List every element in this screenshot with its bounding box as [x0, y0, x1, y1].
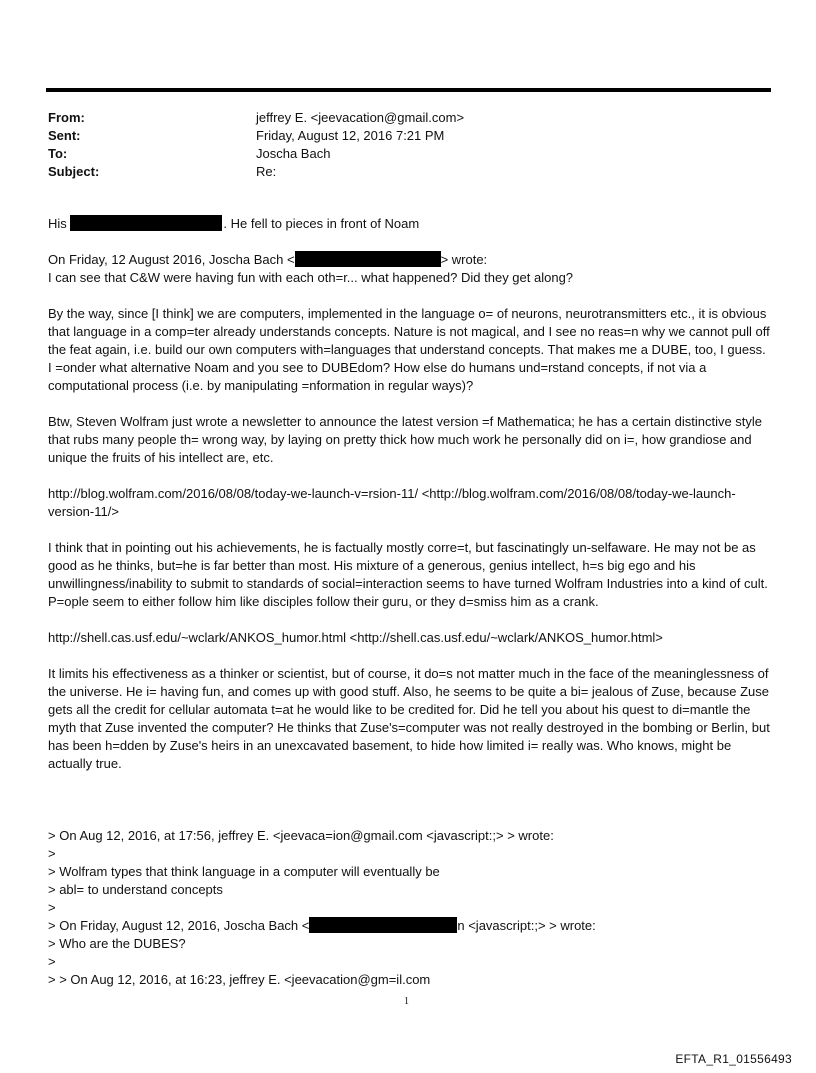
quoted-line: >	[48, 954, 56, 969]
reply-text-start: His	[48, 216, 67, 231]
quoted-line: > On Aug 12, 2016, at 17:56, jeffrey E. <jeevaca=ion@gmail.com <javascript:;> > wrote:	[48, 828, 554, 843]
quoted-line	[48, 917, 596, 935]
from-value: jeffrey E. <jeevacation@gmail.com>	[256, 110, 465, 125]
paragraph-zuse: It limits his effectiveness as a thinker or scientist, but of course, it do=s not matter much in the face of the meaninglessness of the universe. He i= having fun, and comes up with good stuff. Also, he seems to be quite a bi= jealous of Zuse, because Zuse gets all the credit for cellular automata t=at he would like to be credited for. Did he tell you about his quest to di=mantle the myth that Zuse invented the computer? He thinks that Zuse's=computer was not really destroyed in the bombing or Berlin, but has been h=dden by Zuse's heirs in an unexcavated basement, to hide how limited i= really was. Who knows, might be actually true.	[48, 666, 770, 771]
header-rule	[46, 88, 771, 92]
page-number: 1	[404, 996, 409, 1007]
paragraph-computers: By the way, since [I think] we are computers, implemented in the language o= of neurons, neurotransmitters etc., it is obvious that language in a comp=ter already understands concepts. Nature is not magical, and I see no reas=n why we cannot pull off the feat again, i.e. build our own computers with=languages that understand concepts. That makes me a DUBE, too, I guess. I =onder what alternative Noam and you see to DUBEdom? How else do humans und=rstand concepts, if not via a computational process (i.e. by manipulating =nformation in regular ways)?	[48, 306, 770, 393]
link-wolfram-blog: http://blog.wolfram.com/2016/08/08/today-we-launch-v=rsion-11/ <http://blog.wolfram.com/2016/08/08/today-we-launch-version-11/>	[48, 486, 736, 519]
redaction-box	[70, 215, 222, 231]
quoted-line: >	[48, 846, 56, 861]
subject-label: Subject:	[48, 164, 100, 179]
to-value: Joscha Bach	[256, 146, 331, 161]
redaction-box	[295, 251, 441, 267]
quoted-text-end: n <javascript:;> > wrote:	[457, 918, 596, 933]
quoted-question: I can see that C&W were having fun with each oth=r... what happened? Did they get along?	[48, 270, 574, 285]
paragraph-achievements: I think that in pointing out his achievements, he is factually mostly corre=t, but fascinatingly un-selfaware. He may not be as good as he thinks, but=he is far better than most. His mixture of a generous, genius intellect, h=s big ego and his unwillingness/inability to submit to standards of social=interaction seems to have turned Wolfram Industries into a kind of cult. P=ople seem to either follow him like disciples follow their guru, or they d=smiss him as a crank.	[48, 540, 768, 609]
quoted-line: > Who are the DUBES?	[48, 936, 186, 951]
quoted-line: >	[48, 900, 56, 915]
reply-text-end: . He fell to pieces in front of Noam	[223, 216, 420, 231]
quoted-line: > > On Aug 12, 2016, at 16:23, jeffrey E. <jeevacation@gm=il.com	[48, 972, 431, 987]
quoted-line: > Wolfram types that think language in a computer will eventually be	[48, 864, 440, 879]
subject-value: Re:	[256, 164, 277, 179]
quoted-text-start: > On Friday, August 12, 2016, Joscha Bach <	[48, 918, 310, 933]
to-label: To:	[48, 146, 68, 161]
attribution-line	[48, 251, 770, 269]
attribution-text-start: On Friday, 12 August 2016, Joscha Bach <	[48, 252, 295, 267]
from-label: From:	[48, 110, 85, 125]
attribution-text-end: > wrote:	[440, 252, 488, 267]
paragraph-wolfram-newsletter: Btw, Steven Wolfram just wrote a newsletter to announce the latest version =f Mathematica; he has a certain distinctive style that rubs many people th= wrong way, by laying on pretty thick how much work he personally did on i=, how grandiose and unique the fruits of his intellect are, etc.	[48, 414, 763, 465]
document-id: EFTA_R1_01556493	[675, 1052, 792, 1066]
quoted-line: > abl= to understand concepts	[48, 882, 223, 897]
redaction-box	[309, 917, 457, 933]
reply-line	[48, 215, 770, 233]
link-ankos-humor: http://shell.cas.usf.edu/~wclark/ANKOS_humor.html <http://shell.cas.usf.edu/~wclark/ANKOS_humor.html>	[48, 630, 663, 645]
sent-label: Sent:	[48, 128, 81, 143]
sent-value: Friday, August 12, 2016 7:21 PM	[256, 128, 445, 143]
